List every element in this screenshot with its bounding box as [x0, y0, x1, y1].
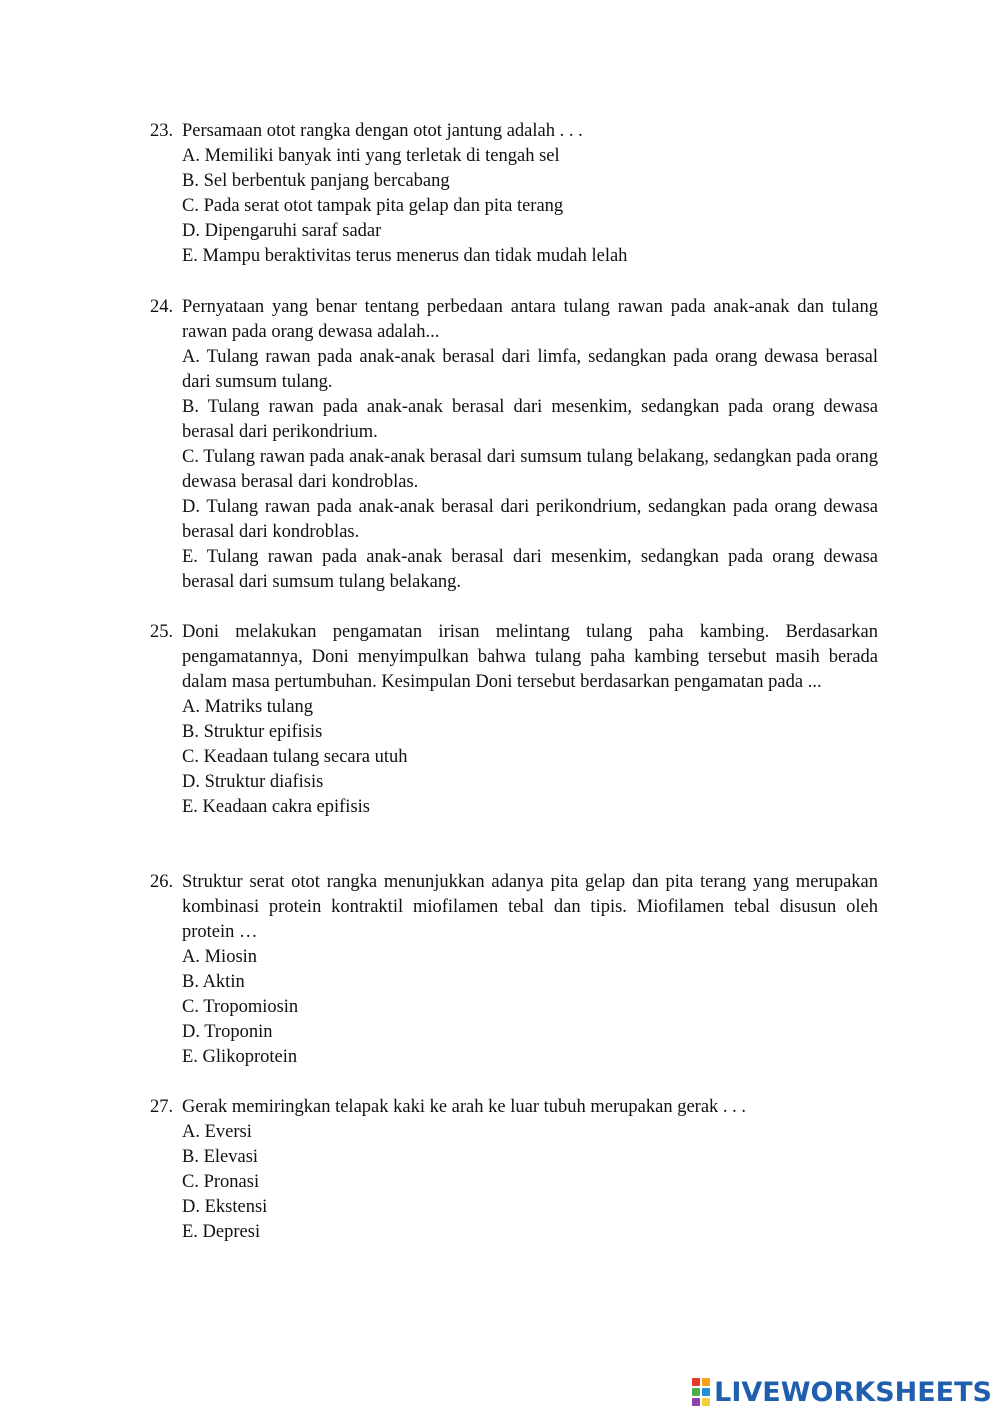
- option-a: A. Miosin: [182, 947, 258, 967]
- logo-square-icon: [692, 1398, 700, 1406]
- question-number: 27.: [150, 1097, 174, 1117]
- question-text: Struktur serat otot rangka menunjukkan adanya pita gelap dan pita terang yang merupakan kombinasi protein kontraktil miofilamen tebal dan tipis. Miofilamen tebal disusun oleh protein …: [182, 872, 878, 942]
- option-b: B. Struktur epifisis: [182, 722, 323, 742]
- option-d: D. Ekstensi: [182, 1197, 268, 1217]
- question-number: 25.: [150, 622, 174, 642]
- question-text: Doni melakukan pengamatan irisan melintang tulang paha kambing. Berdasarkan pengamatannya, Doni menyimpulkan bahwa tulang paha kambing tersebut masih berada dalam masa pertumbuhan. Kesimpulan Doni tersebut berdasarkan pengamatan pada ...: [182, 622, 878, 692]
- option-a: A. Memiliki banyak inti yang terletak di tengah sel: [182, 146, 560, 166]
- options-list: [182, 144, 878, 269]
- option-a: A. Eversi: [182, 1122, 252, 1142]
- question-text: Gerak memiringkan telapak kaki ke arah ke luar tubuh merupakan gerak . . .: [182, 1097, 747, 1117]
- logo-square-icon: [702, 1388, 710, 1396]
- option-e: E. Glikoprotein: [182, 1047, 298, 1067]
- option-e: E. Keadaan cakra epifisis: [182, 797, 370, 817]
- logo-square-icon: [692, 1388, 700, 1396]
- logo-square-icon: [702, 1398, 710, 1406]
- liveworksheets-logo-icon: [692, 1378, 710, 1406]
- option-b: B. Aktin: [182, 972, 245, 992]
- question-23: [150, 119, 878, 269]
- option-e: E. Tulang rawan pada anak-anak berasal dari mesenkim, sedangkan pada orang dewasa berasal dari sumsum tulang belakang.: [182, 547, 878, 592]
- option-c: C. Pronasi: [182, 1172, 260, 1192]
- logo-text: LIVEWORKSHEETS: [714, 1376, 992, 1408]
- logo-square-icon: [692, 1378, 700, 1386]
- option-d: D. Dipengaruhi saraf sadar: [182, 221, 382, 241]
- option-e: E. Depresi: [182, 1222, 261, 1242]
- question-24: [150, 295, 878, 595]
- question-27: [150, 1095, 878, 1245]
- option-d: D. Troponin: [182, 1022, 273, 1042]
- logo-square-icon: [702, 1378, 710, 1386]
- liveworksheets-logo: [692, 1377, 992, 1407]
- option-b: B. Elevasi: [182, 1147, 259, 1167]
- option-c: C. Pada serat otot tampak pita gelap dan pita terang: [182, 196, 564, 216]
- question-number: 26.: [150, 872, 174, 892]
- options-list: [182, 945, 878, 1070]
- options-list: [182, 1120, 878, 1245]
- option-c: C. Tulang rawan pada anak-anak berasal dari sumsum tulang belakang, sedangkan pada orang dewasa berasal dari kondroblas.: [182, 447, 878, 492]
- option-c: C. Tropomiosin: [182, 997, 299, 1017]
- option-b: B. Sel berbentuk panjang bercabang: [182, 171, 450, 191]
- options-list: [182, 695, 878, 820]
- option-b: B. Tulang rawan pada anak-anak berasal dari mesenkim, sedangkan pada orang dewasa berasal dari perikondrium.: [182, 397, 878, 442]
- options-list: [182, 345, 878, 595]
- question-26: [150, 870, 878, 1070]
- option-c: C. Keadaan tulang secara utuh: [182, 747, 408, 767]
- option-d: D. Tulang rawan pada anak-anak berasal dari perikondrium, sedangkan pada orang dewasa berasal dari kondroblas.: [182, 497, 878, 542]
- question-number: 24.: [150, 297, 174, 317]
- question-text: Pernyataan yang benar tentang perbedaan antara tulang rawan pada anak-anak dan tulang rawan pada orang dewasa adalah...: [182, 297, 878, 342]
- option-a: A. Matriks tulang: [182, 697, 314, 717]
- option-a: A. Tulang rawan pada anak-anak berasal dari limfa, sedangkan pada orang dewasa berasal dari sumsum tulang.: [182, 347, 878, 392]
- question-text: Persamaan otot rangka dengan otot jantung adalah . . .: [182, 121, 583, 141]
- option-d: D. Struktur diafisis: [182, 772, 324, 792]
- question-number: 23.: [150, 121, 174, 141]
- option-e: E. Mampu beraktivitas terus menerus dan tidak mudah lelah: [182, 246, 628, 266]
- question-25: [150, 620, 878, 820]
